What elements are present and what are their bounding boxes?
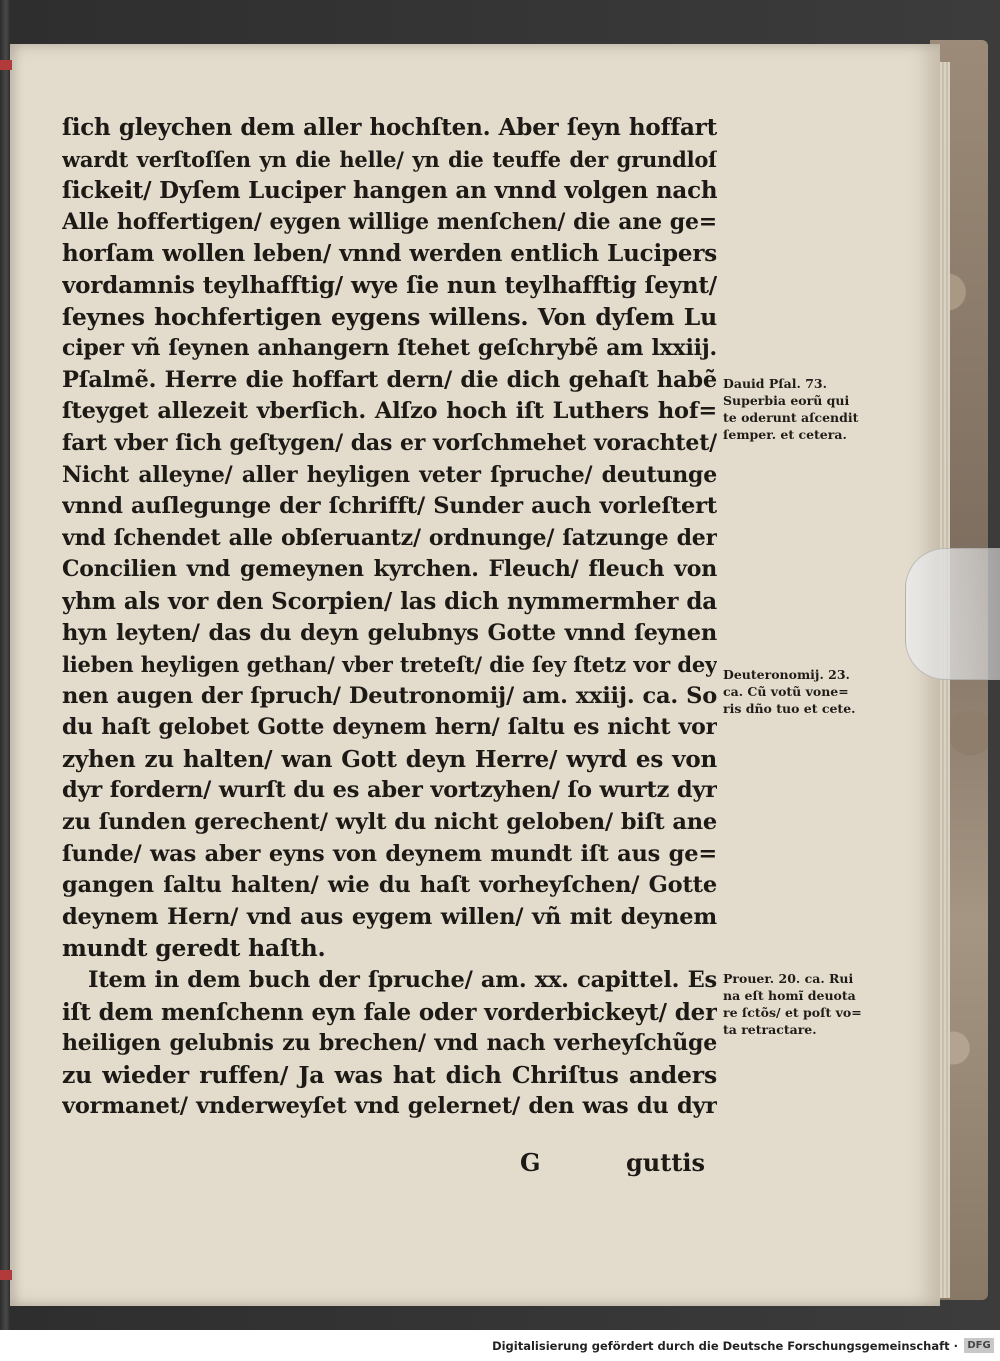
- text-line: nen augen der ſpruch/ Deutronomij/ am. xxiij. ca. So: [62, 682, 717, 709]
- text-line: vormanet/ vnderweyſet vnd gelernet/ den was du dyr: [62, 1093, 717, 1120]
- text-line: fart vber ſich geſtygen/ das er vorſchmehet vorachtet/: [62, 429, 717, 456]
- text-line: zu wieder ruffen/ Ja was hat dich Chriſtus anders: [62, 1060, 717, 1089]
- text-line: deynem Hern/ vnd aus eygem willen/ vñ mit deynem: [62, 903, 717, 930]
- text-line: vnnd auſlegunge der ſchrifft/ Sunder auch vorleſtert: [62, 493, 717, 520]
- text-line: mundt geredt haſth.: [62, 934, 326, 963]
- text-line: du haſt gelobet Gotte deynem hern/ ſaltu es nicht vor: [62, 714, 717, 741]
- color-marker-top: [0, 60, 12, 70]
- margin-note-psalm: [723, 375, 923, 443]
- margin-note-line: ris dño tuo et cete.: [723, 701, 856, 716]
- main-text-block: [62, 112, 717, 1123]
- text-line: vordamnis teylhafftig/ wye ſie nun teylhafftig ſeynt/: [62, 271, 717, 299]
- text-line: Item in dem buch der ſpruche/ am. xx. capittel. Es: [88, 967, 717, 994]
- text-line: ſeynes hochfertigen eygens willens. Von dyſem Lu: [62, 302, 717, 331]
- text-line: hyn leyten/ das du deyn gelubnys Gotte vnnd ſeynen: [62, 619, 717, 646]
- color-marker-bottom: [0, 1270, 12, 1280]
- text-line: gangen ſaltu halten/ wie du haſt vorheyſchen/ Gotte: [62, 872, 717, 899]
- text-line: dyr fordern/ wurſt du es aber vortzyhen/ ſo wurtz dyr: [62, 777, 717, 804]
- text-line: horſam wollen leben/ vnnd werden entlich Lucipers: [62, 240, 717, 268]
- margin-note-line: ca. Cũ votũ vone=: [723, 684, 849, 699]
- margin-note-line: te oderunt aſcendit: [723, 410, 859, 425]
- text-line: Alle hoffertigen/ eygen willige menſchen/ die ane ge=: [62, 208, 717, 235]
- catchword: guttis: [626, 1148, 706, 1177]
- margin-note-deuteronomy: [723, 666, 923, 717]
- signature-mark: G: [520, 1148, 541, 1177]
- margin-note-line: Superbia eorũ qui: [723, 393, 850, 408]
- text-line: Pſalmẽ. Herre die hoffart dern/ die dich gehaſt habẽ: [62, 366, 717, 393]
- text-line: wardt verſtoſſen yn die helle/ yn die teuffe der grundloſ: [62, 146, 717, 172]
- page-clip: [905, 548, 1000, 680]
- text-line: lieben heyligen gethan/ vber treteſt/ die ſey ſtetz vor dey: [62, 652, 717, 678]
- text-line: zyhen zu halten/ wan Gott deyn Herre/ wyrd es von: [62, 745, 717, 773]
- dfg-logo: DFG: [964, 1338, 994, 1353]
- margin-note-line: Prouer. 20. ca. Rui: [723, 971, 854, 986]
- margin-note-line: Deuteronomij. 23.: [723, 667, 850, 682]
- margin-note-line: na eſt homĩ deuota: [723, 988, 856, 1003]
- margin-note-line: Dauid Pſal. 73.: [723, 376, 827, 391]
- text-line: heiligen gelubnis zu brechen/ vnd nach verheyſchũge: [62, 1030, 717, 1057]
- funding-credit: Digitalisierung gefördert durch die Deutsche Forschungsgemeinschaft ·: [492, 1339, 958, 1353]
- margin-note-line: ſemper. et cetera.: [723, 427, 847, 442]
- text-line: Concilien vnd gemeynen kyrchen. Fleuch/ fleuch von: [62, 556, 717, 583]
- text-line: ſteyget allezeit vberſich. Alſzo hoch iſt Luthers hof=: [62, 398, 717, 425]
- text-line: iſt dem menſchenn eyn fale oder vorderbickeyt/ der: [62, 998, 717, 1026]
- text-line: yhm als vor den Scorpien/ las dich nymmermher da: [62, 587, 717, 615]
- text-line: ciper vñ ſeynen anhangern ſtehet geſchrybẽ am lxxiij.: [62, 335, 717, 362]
- margin-note-proverbs: [723, 970, 923, 1038]
- text-line: ſunde/ was aber eyns von deynem mundt iſt aus ge=: [62, 840, 717, 867]
- text-line: vnd ſchendet alle obſeruantz/ ordnunge/ ſatzunge der: [62, 524, 717, 551]
- text-line: zu ſunden gerechent/ wylt du nicht geloben/ biſt ane: [62, 809, 717, 836]
- text-line: Nicht alleyne/ aller heyligen veter ſpruche/ deutunge: [62, 461, 717, 488]
- text-line: ſich gleychen dem aller hochſten. Aber ſeyn hoffart: [62, 114, 717, 141]
- margin-note-line: re ſctõs/ et poſt vo=: [723, 1005, 862, 1020]
- text-line: ſickeit/ Dyſem Luciper hangen an vnnd volgen nach: [62, 177, 717, 205]
- margin-note-line: ta retractare.: [723, 1022, 817, 1037]
- footer-bar: [0, 1330, 1000, 1361]
